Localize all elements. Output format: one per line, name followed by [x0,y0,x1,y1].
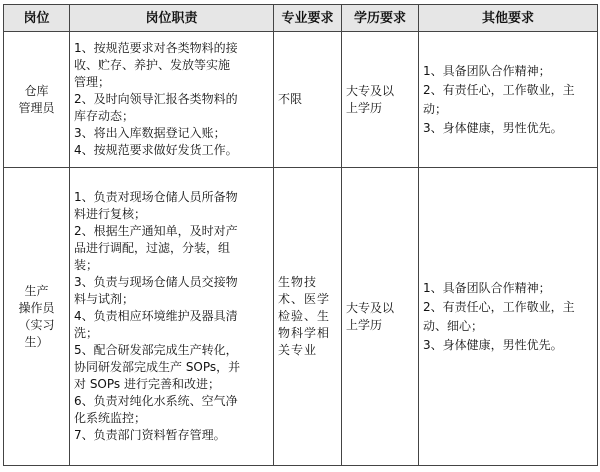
education-line: 上学历 [346,317,383,332]
education-cell [342,32,419,168]
major-cell [274,32,342,168]
other-cell [419,32,598,168]
other-line: 动、细心； [423,318,484,333]
major-line: 检验、生 [278,309,331,323]
position-cell [4,32,70,168]
major-line: 关专业 [278,343,318,357]
duties-cell [70,168,274,466]
duty-line: 1、负责对现场仓储人员所备物 [74,190,238,204]
duty-line: 装； [74,258,99,272]
header-major: 专业要求 [274,5,342,32]
other-line: 3、身体健康，男性优先。 [423,120,563,135]
other-line: 1、具备团队合作精神； [423,280,551,295]
position-line: 操作员 [18,300,55,315]
job-requirements-table [3,4,598,466]
education-line: 大专及以 [346,83,395,98]
other-line: 3、身体健康，男性优先。 [423,337,563,352]
duty-line: 2、及时向领导汇报各类物料的 [74,92,238,106]
header-row [4,5,598,32]
duty-line: 3、负责与现场仓储人员交接物 [74,275,238,289]
duty-line: 对 SOPs 进行完善和改进； [74,377,220,391]
header-position: 岗位 [4,5,70,32]
duty-line: 5、配合研发部完成生产转化， [74,343,238,357]
major-line: 生物技 [278,275,318,289]
other-line: 1、具备团队合作精神； [423,63,551,78]
duty-line: 1、按规范要求对各类物料的接 [74,41,238,55]
duty-line: 3、将出入库数据登记入账； [74,126,226,140]
duty-line: 6、负责对纯化水系统、空气净 [74,394,238,408]
duties-cell [70,32,274,168]
duty-line: 7、负责部门资料暂存管理。 [74,428,226,442]
education-cell [342,168,419,466]
position-line: 生产 [24,283,49,298]
table-row [4,168,598,466]
position-line: 管理员 [18,100,55,115]
position-cell [4,168,70,466]
duty-line: 协同研发部完成生产 SOPs，并 [74,360,241,374]
duty-line: 收、贮存、养护、发放等实施 [74,58,231,72]
duty-line: 料进行复核； [74,207,147,221]
table-row [4,32,598,168]
duty-line: 化系统监控； [74,411,147,425]
header-other: 其他要求 [419,5,598,32]
position-line: 生） [24,334,49,349]
header-education: 学历要求 [342,5,419,32]
major-line: 物科学相 [278,326,331,340]
header-duties: 岗位职责 [70,5,274,32]
other-line: 2、有责任心，工作敬业，主 [423,82,575,97]
duty-line: 4、负责相应环境维护及器具清 [74,309,238,323]
duty-line: 2、根据生产通知单，及时对产 [74,224,238,238]
education-line: 大专及以 [346,300,395,315]
duty-line: 料与试剂； [74,292,135,306]
other-line: 2、有责任心，工作敬业，主 [423,299,575,314]
other-line: 动； [423,101,448,116]
duty-line: 4、按规范要求做好发货工作。 [74,143,238,157]
duty-line: 库存动态； [74,109,135,123]
duty-line: 品进行调配，过滤，分装，组 [74,241,231,255]
major-line: 不限 [278,92,303,106]
position-line: （实习 [18,317,55,332]
major-line: 术、医学 [278,292,331,306]
education-line: 上学历 [346,100,383,115]
major-cell [274,168,342,466]
position-line: 仓库 [24,83,49,98]
duty-line: 管理； [74,75,111,89]
other-cell [419,168,598,466]
duty-line: 洗； [74,326,99,340]
